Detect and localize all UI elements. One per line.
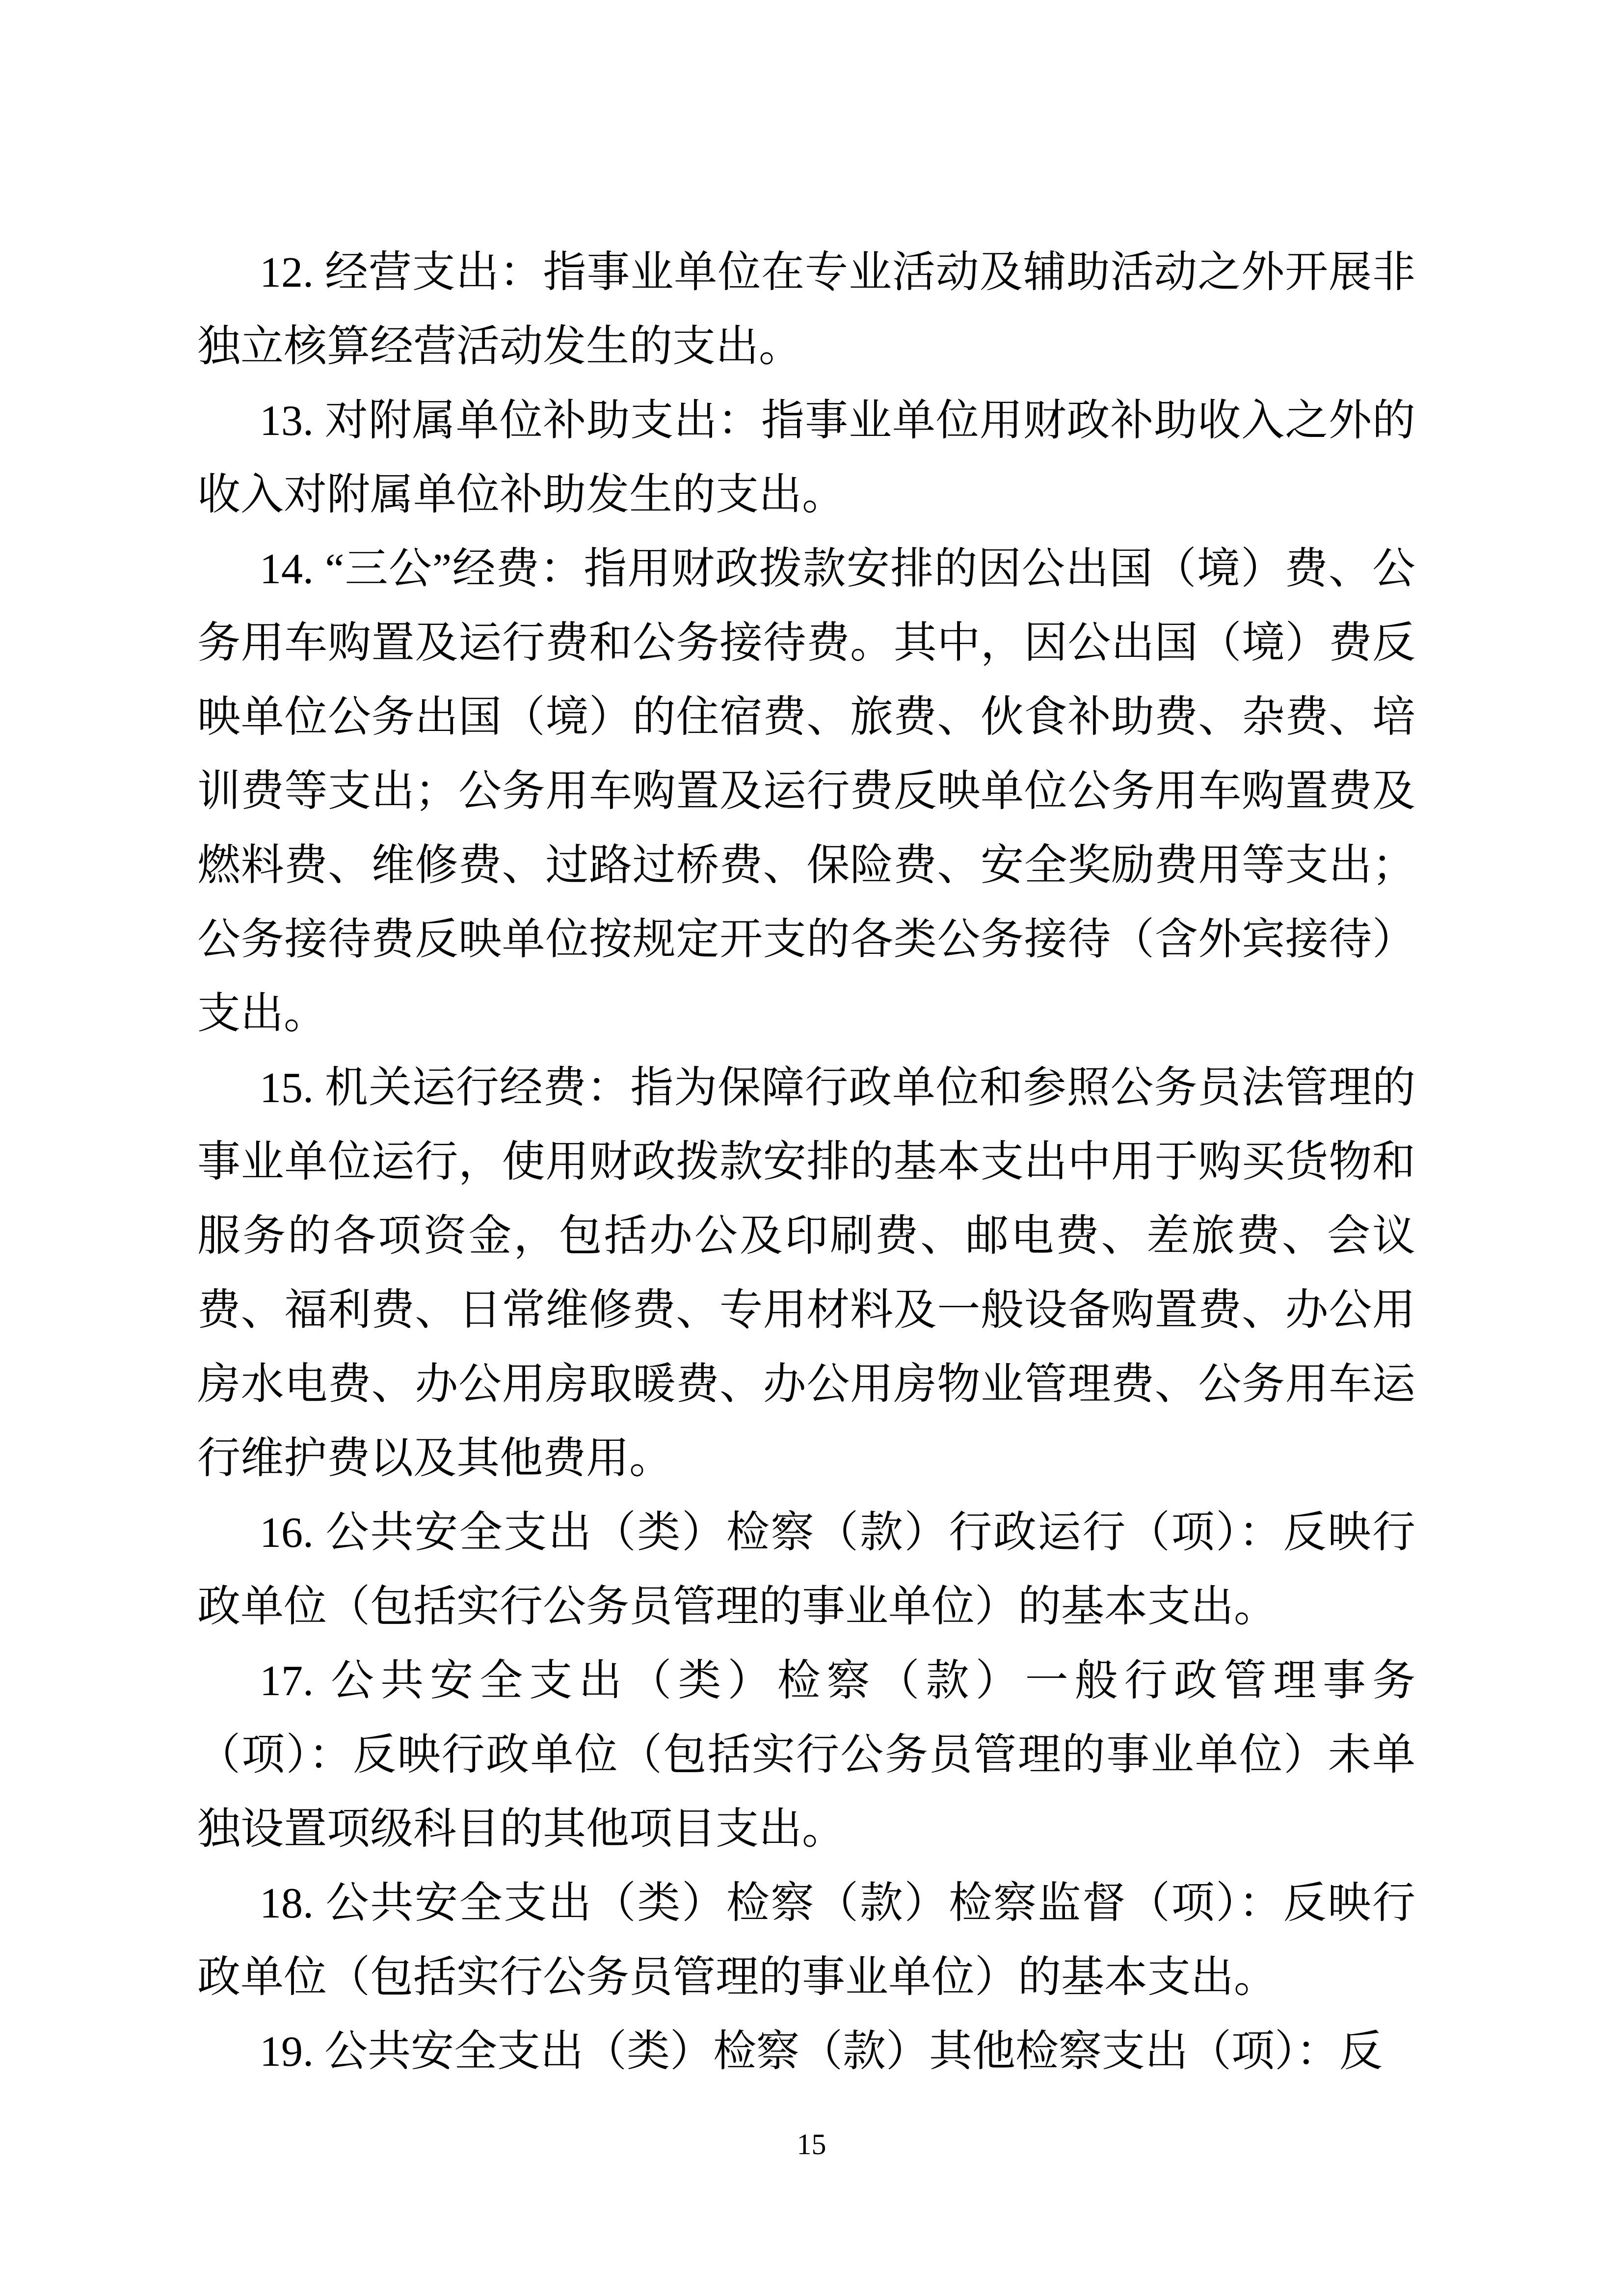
paragraph-18-procuratorial-supervision: 18. 公共安全支出（类）检察（款）检察监督（项）：反映行政单位（包括实行公务员管理的事业单位）的基本支出。 [197, 1880, 1415, 2001]
document-body [197, 236, 1415, 2089]
paragraph-19-other-procuratorial-expenditure: 19. 公共安全支出（类）检察（款）其他检察支出（项）：反 [260, 2028, 1383, 2076]
paragraph-13-subsidy-to-affiliated-units: 13. 对附属单位补助支出：指事业单位用财政补助收入之外的收入对附属单位补助发生的支出。 [197, 397, 1415, 519]
paragraph-16-administrative-operation: 16. 公共安全支出（类）检察（款）行政运行（项）：反映行政单位（包括实行公务员管理的事业单位）的基本支出。 [197, 1509, 1415, 1631]
paragraph-14-three-public-funds: 14. “三公”经费：指用财政拨款安排的因公出国（境）费、公务用车购置及运行费和公务接待费。其中，因公出国（境）费反映单位公务出国（境）的住宿费、旅费、伙食补助费、杂费、培训费等支出；公务用车购置及运行费反映单位公务用车购置费及燃料费、维修费、过路过桥费、保险费、安全奖励费用等支出；公务接待费反映单位按规定开支的各类公务接待（含外宾接待）支出。 [197, 545, 1415, 1038]
paragraph-15-agency-operating-funds: 15. 机关运行经费：指为保障行政单位和参照公务员法管理的事业单位运行，使用财政拨款安排的基本支出中用于购买货物和服务的各项资金，包括办公及印刷费、邮电费、差旅费、会议费、福利费、日常维修费、专用材料及一般设备购置费、办公用房水电费、办公用房取暖费、办公用房物业管理费、公务用车运行维护费以及其他费用。 [197, 1064, 1415, 1483]
paragraph-17-general-administrative-affairs: 17. 公共安全支出（类）检察（款）一般行政管理事务（项）：反映行政单位（包括实行公务员管理的事业单位）未单独设置项级科目的其他项目支出。 [197, 1657, 1415, 1853]
page-number: 15 [797, 2128, 826, 2161]
paragraph-12-operating-expenditure: 12. 经营支出：指事业单位在专业活动及辅助活动之外开展非独立核算经营活动发生的支出。 [197, 249, 1415, 371]
